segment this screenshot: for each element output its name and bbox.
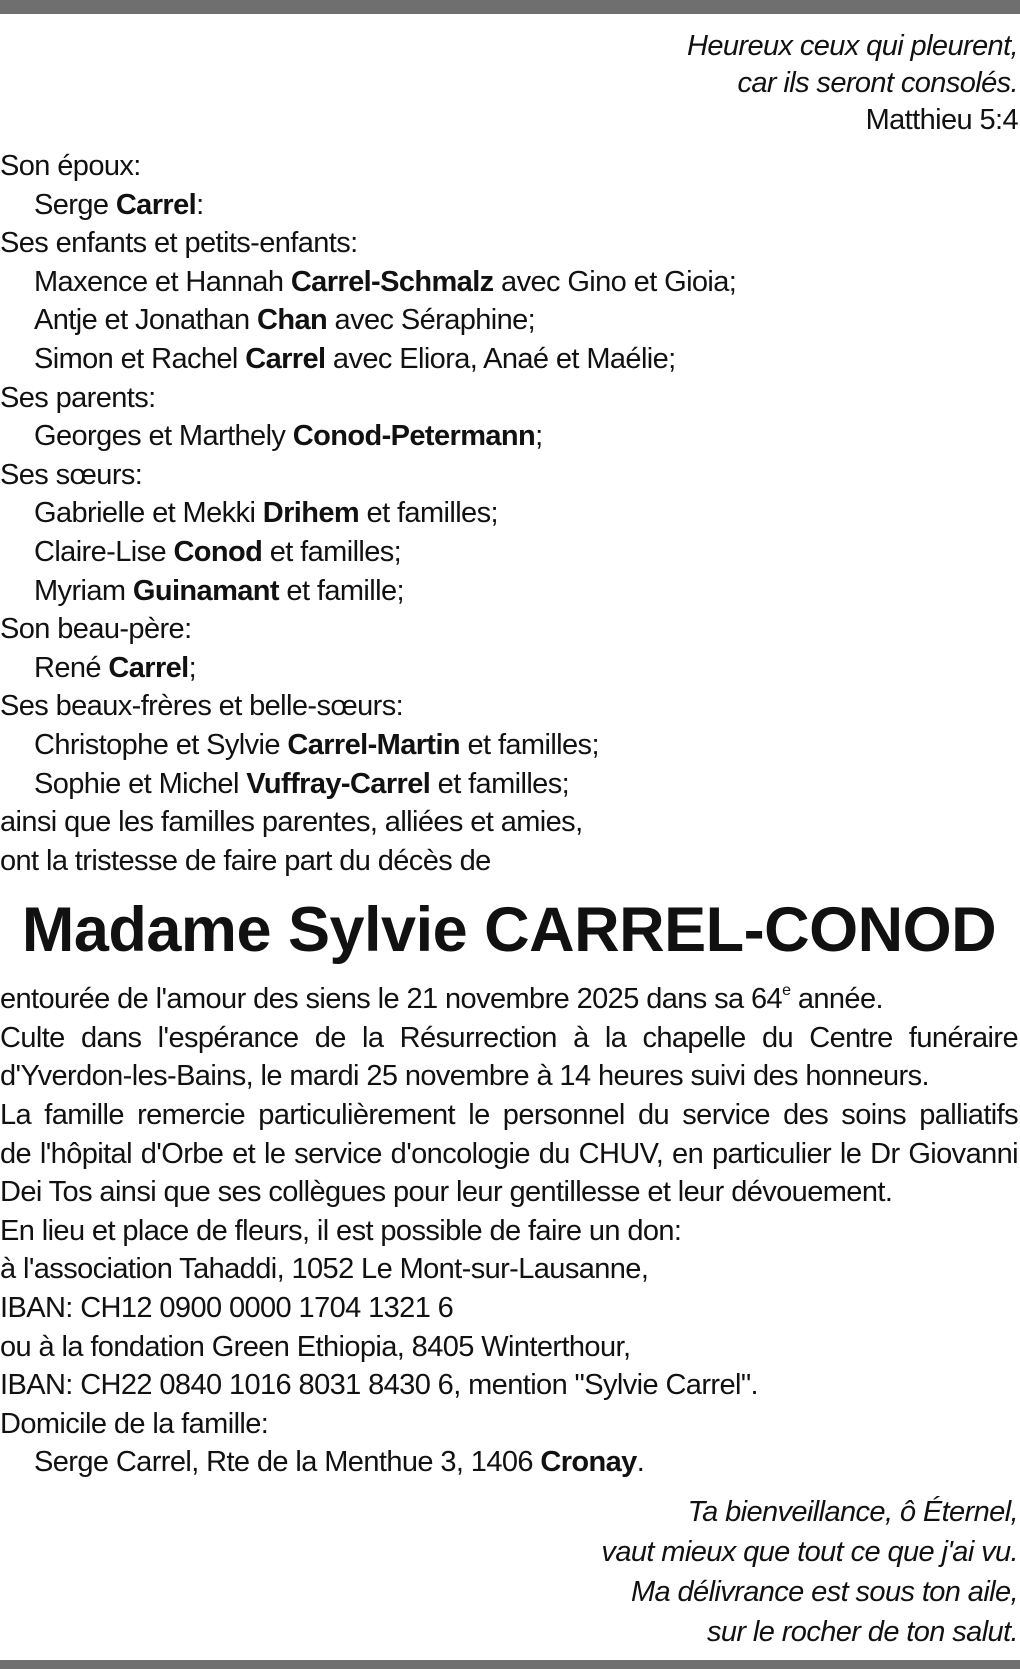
sister-2-first: Claire-Lise (34, 535, 174, 568)
domicile-town: Cronay (540, 1446, 637, 1479)
domicile-punct: . (636, 1446, 645, 1479)
in-law-2-first: Sophie et Michel (34, 767, 247, 800)
verse-line-2: vaut mieux que tout ce que j'ai vu. (601, 1536, 1018, 1568)
donation-line-4: ou à la fondation Green Ethiopia, 8405 Winterthour, (0, 1330, 631, 1363)
father-in-law-first: René (34, 651, 109, 684)
child-1-rest: avec Gino et Gioia; (493, 265, 737, 298)
child-2-rest: avec Séraphine; (327, 304, 536, 337)
obituary-notice (0, 28, 1018, 1652)
child-3-rest: avec Eliora, Anaé et Maélie; (325, 342, 676, 375)
in-law-2-surname: Vuffray-Carrel (246, 767, 431, 800)
father-in-law-surname: Carrel (108, 651, 189, 684)
verse-line-4: sur le rocher de ton salut. (706, 1616, 1018, 1648)
sister-1-surname: Drihem (262, 497, 360, 530)
sister-entry-2 (0, 533, 1018, 572)
closing-verse (0, 1492, 1018, 1652)
spouse-surname: Carrel (115, 188, 197, 221)
in-law-1-first: Christophe et Sylvie (34, 728, 288, 761)
child-entry-1 (0, 263, 1018, 302)
epigraph-line-1: Heureux ceux qui pleurent, (687, 30, 1018, 62)
in-law-1-surname: Carrel-Martin (287, 728, 461, 761)
parents-entry (0, 417, 1018, 456)
death-announcement (0, 980, 1018, 1019)
donation-line-1: En lieu et place de fleurs, il est possible de faire un don: (0, 1214, 682, 1247)
in-law-2-rest: et familles; (430, 767, 570, 800)
father-in-law-entry (0, 649, 1018, 688)
service-line-2: d'Yverdon-les-Bains, le mardi 25 novembre à 14 heures suivi des honneurs. (0, 1060, 929, 1093)
child-1-first: Maxence et Hannah (34, 265, 291, 298)
death-text-end: année. (790, 983, 883, 1016)
thanks-line-2: de l'hôpital d'Orbe et le service d'oncologie du CHUV, en particulier le Dr Giovanni (0, 1137, 1018, 1170)
donation-iban-2: IBAN: CH22 0840 1016 8031 8430 6, mention "Sylvie Carrel". (0, 1369, 758, 1402)
epigraph-line-2: car ils seront consolés. (737, 67, 1018, 99)
domicile-address (0, 1443, 1018, 1482)
sister-2-rest: et familles; (262, 535, 402, 568)
parents-label: Ses parents: (0, 381, 156, 414)
death-text: entourée de l'amour des siens le 21 novembre 2025 dans sa 64 (0, 983, 783, 1016)
sister-entry-1 (0, 494, 1018, 533)
child-3-first: Simon et Rachel (34, 342, 246, 375)
child-entry-3 (0, 340, 1018, 379)
in-law-entry-1 (0, 726, 1018, 765)
sister-1-rest: et familles; (359, 497, 498, 530)
deceased-name: Madame Sylvie CARREL-CONOD (21, 895, 997, 966)
service-line-1: Culte dans l'espérance de la Résurrection à la chapelle du Centre funéraire (0, 1021, 1018, 1054)
father-in-law-label: Son beau-père: (0, 613, 192, 646)
child-entry-2 (0, 301, 1018, 340)
sister-2-surname: Conod (173, 535, 263, 568)
bottom-rule (0, 1660, 1020, 1669)
donation-line-2: à l'association Tahaddi, 1052 Le Mont-sur-Lausanne, (0, 1253, 649, 1286)
epigraph (0, 28, 1018, 139)
verse-line-3: Ma délivrance est sous ton aile, (630, 1576, 1018, 1608)
sister-3-first: Myriam (34, 574, 133, 607)
sister-entry-3 (0, 572, 1018, 611)
sister-1-first: Gabrielle et Mekki (34, 497, 263, 530)
closing-line-1: ainsi que les familles parentes, alliées et amies, (0, 806, 583, 839)
epigraph-reference: Matthieu 5:4 (865, 104, 1018, 136)
closing-line-2: ont la tristesse de faire part du décès de (0, 844, 491, 877)
ordinal-suffix: e (782, 982, 791, 1000)
service-details (0, 980, 1018, 1482)
thanks-line-1: La famille remercie particulièrement le personnel du service des soins palliatifs (0, 1099, 1018, 1132)
verse-line-1: Ta bienveillance, ô Éternel, (687, 1496, 1018, 1528)
in-law-1-rest: et familles; (460, 728, 599, 761)
top-rule (0, 0, 1020, 14)
parents-first: Georges et Marthely (34, 420, 293, 453)
sisters-label: Ses sœurs: (0, 458, 143, 491)
child-3-surname: Carrel (245, 342, 326, 375)
parents-surname: Conod-Petermann (292, 420, 536, 453)
father-in-law-punct: ; (188, 651, 197, 684)
in-law-entry-2 (0, 765, 1018, 804)
child-1-surname: Carrel-Schmalz (290, 265, 494, 298)
sister-3-rest: et famille; (278, 574, 404, 607)
spouse-entry (0, 186, 1018, 225)
child-2-first: Antje et Jonathan (34, 304, 257, 337)
domicile-label: Domicile de la famille: (0, 1407, 269, 1440)
children-label: Ses enfants et petits-enfants: (0, 227, 358, 260)
donation-iban-1: IBAN: CH12 0900 0000 1704 1321 6 (0, 1292, 454, 1325)
child-2-surname: Chan (256, 304, 328, 337)
in-laws-label: Ses beaux-frères et belle-sœurs: (0, 690, 404, 723)
spouse-punct: : (196, 188, 204, 221)
parents-punct: ; (535, 420, 543, 453)
sister-3-surname: Guinamant (132, 574, 279, 607)
family-list (0, 147, 1018, 880)
spouse-first: Serge (34, 188, 116, 221)
domicile-street: Serge Carrel, Rte de la Menthue 3, 1406 (34, 1446, 541, 1479)
thanks-line-3: Dei Tos ainsi que ses collègues pour leur gentillesse et leur dévouement. (0, 1176, 893, 1209)
spouse-label: Son époux: (0, 150, 141, 182)
